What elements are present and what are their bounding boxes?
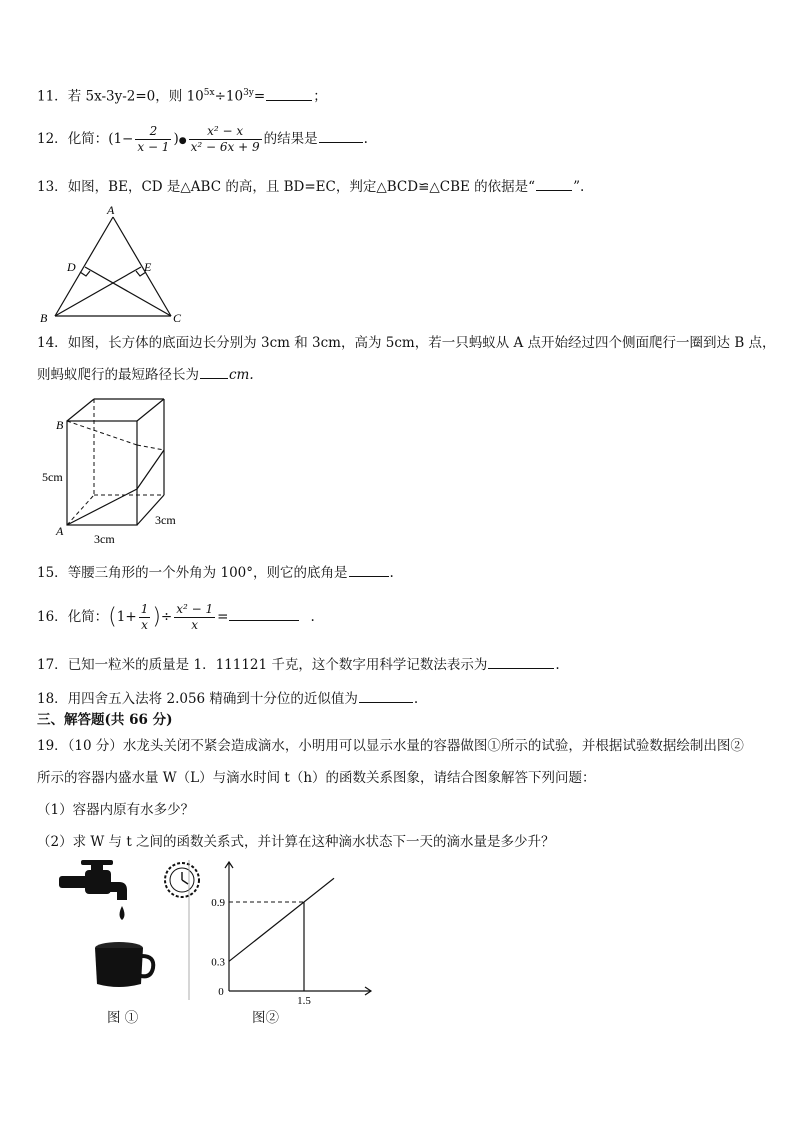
q12-paren-open: (1−	[108, 131, 134, 147]
data-line	[229, 878, 334, 961]
answer-blank	[200, 364, 228, 379]
question-11	[37, 83, 327, 107]
q16-prefix: 化简：	[67, 609, 109, 625]
figure-1-caption: 图 ①	[107, 1010, 139, 1026]
question-12	[37, 122, 368, 158]
q11-text: 若 5x-3y-2=0，则 10	[67, 88, 204, 105]
q15-text: 等腰三角形的一个外角为 100°，则它的底角是	[67, 565, 348, 581]
answer-blank	[349, 562, 389, 577]
question-13	[37, 176, 584, 197]
q12-paren-close: )	[173, 131, 179, 147]
q16-fraction-2	[174, 602, 215, 633]
water-time-chart	[195, 858, 395, 1008]
clock-icon	[165, 863, 199, 897]
q12-suffix: 的结果是	[263, 131, 318, 147]
q11-text-b: ÷10	[214, 88, 244, 105]
faucet-experiment-figure	[55, 860, 215, 1005]
figure-2-caption: 图②	[252, 1010, 279, 1026]
y-tick-label: 0.9	[211, 897, 225, 909]
q16-fraction-1	[139, 602, 151, 633]
question-number: 11．	[37, 88, 68, 105]
x-tick-label: 0	[218, 986, 224, 998]
label-A: A	[107, 203, 115, 217]
question-14-line-1	[37, 333, 776, 353]
q12-prefix: 化简：	[67, 131, 109, 147]
question-16	[37, 600, 315, 635]
q12-tail: .	[363, 131, 368, 147]
q15-tail: .	[389, 565, 394, 581]
answer-blank	[266, 86, 312, 101]
label-A: A	[56, 524, 64, 538]
question-number: 12．	[37, 131, 68, 147]
question-number: 18．	[37, 691, 68, 707]
fraction-denominator: x − 1	[137, 140, 170, 154]
label-B: B	[56, 418, 64, 432]
q14-text: 如图，长方体的底面边长分别为 3cm 和 3cm，高为 5cm，若一只蚂蚁从 A 点开始经过四个侧面爬行一圈到达 B 点，	[67, 335, 776, 351]
triangle-figure	[34, 200, 194, 328]
question-14-line-2	[37, 364, 254, 385]
q16-tail: .	[310, 609, 315, 625]
height-label: 5cm	[42, 470, 63, 484]
cuboid-figure	[34, 390, 194, 550]
label-D: D	[67, 260, 76, 274]
depth-label: 3cm	[155, 513, 176, 527]
question-19-sub-2: （2）求 W 与 t 之间的函数关系式，并计算在这种滴水状态下一天的滴水量是多少升？	[37, 834, 555, 850]
fraction-denominator: x	[141, 618, 148, 632]
question-19-line-2: 所示的容器内盛水量 W（L）与滴水时间 t（h）的函数关系图象，请结合图象解答下列问题：	[37, 770, 596, 786]
q14-unit: cm.	[229, 367, 254, 383]
answer-blank	[229, 606, 299, 621]
cup-icon	[95, 942, 153, 987]
answer-blank	[359, 688, 413, 703]
label-E: E	[144, 260, 152, 274]
paren-close: )	[152, 604, 161, 630]
q16-one-plus: 1+	[116, 609, 137, 625]
equals-sign: =	[217, 609, 229, 625]
q18-tail: .	[413, 691, 419, 707]
q12-fraction-2	[189, 124, 262, 155]
faucet-icon	[59, 860, 127, 900]
q11-tail: ；	[313, 88, 327, 105]
y-tick-label: 0.3	[211, 956, 225, 969]
q11-exponent-2: 3y	[243, 88, 254, 98]
fraction-denominator: x² − 6x + 9	[190, 140, 260, 154]
fraction-numerator: 1	[140, 602, 149, 616]
fraction-denominator: x	[191, 618, 199, 632]
q11-exponent-1: 5x	[203, 88, 215, 98]
answer-blank	[319, 128, 363, 143]
q18-text: 用四舍五入法将 2.056 精确到十分位的近似值为	[67, 691, 358, 707]
question-19-line-1: 19．（10 分）水龙头关闭不紧会造成滴水，小明用可以显示水量的容器做图①所示的试验，并根据试验数据绘制出图②	[37, 738, 744, 754]
question-number: 15．	[37, 565, 68, 581]
label-B: B	[40, 311, 48, 325]
q17-text: 已知一粒米的质量是 1．111121 千克，这个数字用科学记数法表示为	[67, 657, 488, 673]
q13-text: 如图，BE，CD 是△ABC 的高，且 BD=EC，判定△BCD≌△CBE 的依据是“	[67, 179, 536, 195]
answer-blank	[488, 654, 554, 669]
question-18	[37, 688, 418, 709]
fraction-numerator: x² − 1	[176, 602, 214, 616]
question-15	[37, 562, 394, 583]
answer-blank	[536, 176, 572, 191]
multiply-dot: ●	[178, 136, 187, 146]
q13-tail: ”.	[573, 179, 585, 195]
question-number: 14．	[37, 335, 68, 351]
fraction-numerator: x² − x	[189, 124, 262, 140]
section-heading: 三、解答题(共 66 分)	[37, 712, 173, 728]
fraction-numerator: 2	[135, 124, 171, 140]
q12-fraction-1	[135, 124, 171, 155]
x-tick-label: 1.5	[297, 995, 311, 1007]
label-C: C	[173, 311, 182, 325]
question-17	[37, 654, 560, 675]
question-number: 16．	[37, 609, 68, 625]
q14-text-2: 则蚂蚁爬行的最短路径长为	[37, 367, 199, 383]
question-number: 17．	[37, 657, 68, 673]
water-drop-icon	[120, 906, 125, 920]
question-19-sub-1: （1）容器内原有水多少？	[37, 802, 195, 818]
width-label: 3cm	[94, 532, 115, 546]
q17-tail: .	[555, 657, 560, 673]
question-number: 13．	[37, 179, 68, 195]
divide-sign: ÷	[160, 609, 173, 625]
paren-open: (	[108, 604, 117, 630]
q11-equals: =	[253, 88, 266, 105]
